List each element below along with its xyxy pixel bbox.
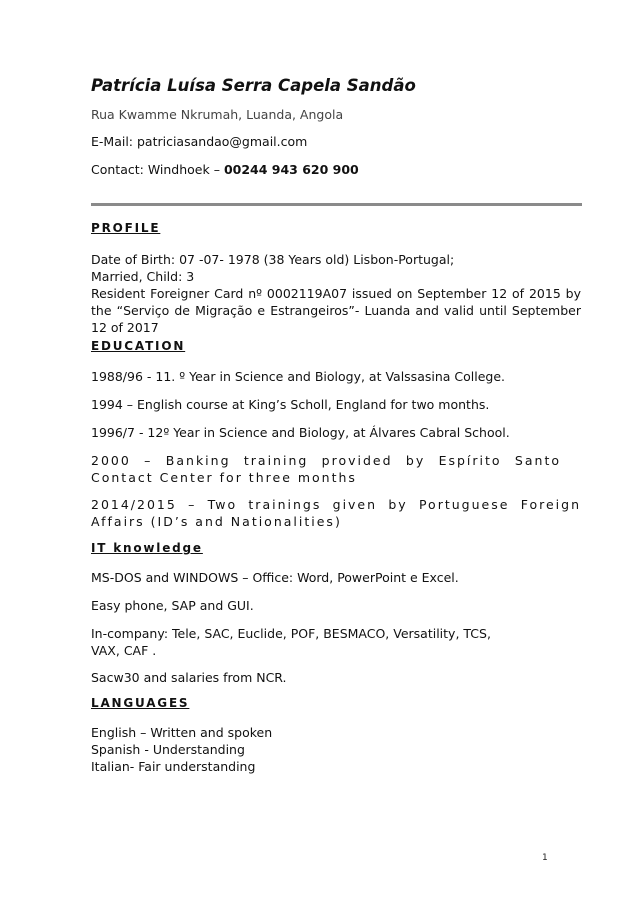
it-item: Sacw30 and salaries from NCR.	[91, 670, 287, 685]
language-item: Italian- Fair understanding	[91, 759, 256, 774]
person-name: Patrícia Luísa Serra Capela Sandão	[91, 76, 416, 95]
languages-heading: LANGUAGES	[91, 696, 190, 710]
contact-label: Contact: Windhoek –	[91, 162, 224, 177]
education-item: 1996/7 - 12º Year in Science and Biology, at Álvares Cabral School.	[91, 425, 510, 440]
profile-status: Married, Child: 3	[91, 269, 195, 284]
contact	[91, 162, 359, 177]
address: Rua Kwamme Nkrumah, Luanda, Angola	[91, 107, 344, 122]
profile-card: Resident Foreigner Card nº 0002119A07 issued on September 12 of 2015 by the “Serviço de Migração e Estrangeiros”- Luanda and valid until September 12 of 2017	[91, 286, 581, 335]
email: E-Mail: patriciasandao@gmail.com	[91, 134, 308, 149]
education-item: 2000 – Banking training provided by Espírito Santo Contact Center for three months	[91, 453, 561, 485]
profile-heading: PROFILE	[91, 221, 161, 235]
language-item: Spanish - Understanding	[91, 742, 245, 757]
it-item: VAX, CAF .	[91, 643, 157, 658]
education-item: 1994 – English course at King’s Scholl, England for two months.	[91, 397, 490, 412]
it-heading: IT knowledge	[91, 541, 203, 555]
language-item: English – Written and spoken	[91, 725, 273, 740]
contact-phone: 00244 943 620 900	[223, 162, 359, 177]
it-item: MS-DOS and WINDOWS – Office: Word, PowerPoint e Excel.	[91, 570, 459, 585]
header-divider	[91, 203, 582, 206]
page-number: 1	[542, 853, 548, 863]
education-item: 1988/96 - 11. º Year in Science and Biology, at Valssasina College.	[91, 369, 506, 384]
education-item: 2014/2015 – Two trainings given by Portuguese Foreign Affairs (ID’s and Nationalities)	[91, 497, 581, 529]
education-heading: EDUCATION	[91, 339, 186, 353]
it-item: In-company: Tele, SAC, Euclide, POF, BESMACO, Versatility, TCS,	[91, 626, 491, 641]
profile-birth: Date of Birth: 07 -07- 1978 (38 Years old) Lisbon-Portugal;	[91, 252, 455, 267]
it-item: Easy phone, SAP and GUI.	[91, 598, 254, 613]
